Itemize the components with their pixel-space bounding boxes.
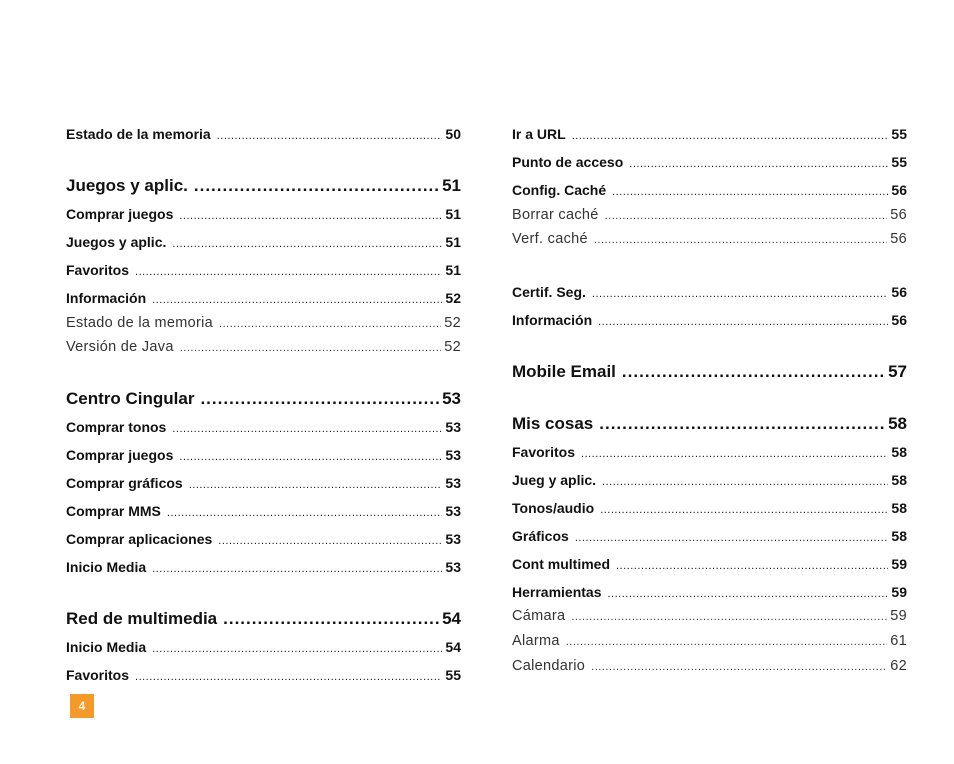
toc-entry-page: 58 [891, 444, 907, 460]
toc-entry[interactable] [66, 503, 461, 519]
toc-entry-label: Cámara [512, 608, 566, 624]
toc-entry-page: 58 [888, 414, 907, 433]
dot-leader [152, 563, 442, 575]
toc-entry-label: Borrar caché [512, 207, 599, 223]
toc-entry-label: Juegos y aplic. [66, 234, 167, 250]
toc-entry[interactable] [512, 658, 907, 674]
dot-leader [608, 588, 889, 600]
dot-leader [219, 318, 441, 330]
toc-entry-page: 58 [891, 528, 907, 544]
page-number-badge: 4 [70, 694, 94, 718]
toc-entry-page: 50 [445, 126, 461, 142]
toc-entry[interactable] [512, 444, 907, 460]
dot-leader [572, 130, 889, 142]
toc-entry-label: Tonos/audio [512, 500, 595, 516]
toc-entry-label: Favoritos [66, 667, 130, 683]
dot-leader [629, 158, 888, 170]
toc-entry-label: Comprar MMS [66, 503, 161, 519]
dot-leader [200, 389, 439, 409]
toc-entry[interactable] [512, 556, 907, 572]
toc-entry-label: Verf. caché [512, 231, 588, 247]
toc-entry-page: 55 [445, 667, 461, 683]
dot-leader [218, 535, 442, 547]
toc-entry-label: Información [66, 290, 147, 306]
dot-leader [179, 210, 442, 222]
dot-leader [575, 532, 889, 544]
toc-entry-page: 61 [890, 633, 907, 649]
toc-entry-label: Inicio Media [66, 559, 147, 575]
dot-leader [598, 316, 888, 328]
toc-entry[interactable] [512, 207, 907, 223]
toc-entry-label: Herramientas [512, 584, 602, 600]
toc-entry[interactable] [512, 584, 907, 600]
toc-entry[interactable] [66, 447, 461, 463]
toc-entry[interactable] [66, 419, 461, 435]
dot-leader [135, 671, 442, 683]
toc-entry-label: Punto de acceso [512, 154, 624, 170]
toc-entry-label: Config. Caché [512, 182, 607, 198]
toc-entry-page: 62 [890, 658, 907, 674]
toc-entry[interactable] [512, 231, 907, 247]
dot-leader [605, 210, 888, 222]
toc-entry-page: 52 [444, 315, 461, 331]
toc-entry-page: 58 [891, 500, 907, 516]
toc-entry-label: Mis cosas [512, 414, 594, 433]
toc-entry[interactable] [512, 414, 907, 434]
toc-entry-page: 59 [890, 608, 907, 624]
dot-leader [152, 294, 442, 306]
toc-entry[interactable] [66, 315, 461, 331]
dot-leader [594, 234, 887, 246]
dot-leader [622, 362, 885, 382]
dot-leader [602, 476, 888, 488]
dot-leader [172, 423, 442, 435]
dot-leader [135, 266, 442, 278]
toc-entry-page: 53 [445, 475, 461, 491]
toc-entry[interactable] [512, 284, 907, 300]
toc-entry[interactable] [66, 234, 461, 250]
toc-entry-label: Versión de Java [66, 339, 174, 355]
toc-entry[interactable] [66, 206, 461, 222]
toc-entry[interactable] [512, 500, 907, 516]
toc-entry-page: 53 [442, 389, 461, 408]
dot-leader [566, 636, 888, 648]
toc-entry[interactable] [512, 312, 907, 328]
toc-entry-page: 54 [445, 639, 461, 655]
toc-entry[interactable] [66, 290, 461, 306]
toc-entry-label: Red de multimedia [66, 609, 218, 628]
toc-entry[interactable] [66, 475, 461, 491]
toc-entry-label: Comprar gráficos [66, 475, 183, 491]
toc-entry-label: Comprar juegos [66, 447, 174, 463]
toc-entry-page: 56 [891, 312, 907, 328]
dot-leader [599, 414, 885, 434]
toc-entry-label: Centro Cingular [66, 389, 195, 408]
toc-entry-label: Inicio Media [66, 639, 147, 655]
toc-entry-page: 51 [445, 234, 461, 250]
toc-entry[interactable] [66, 667, 461, 683]
toc-entry-label: Comprar aplicaciones [66, 531, 213, 547]
toc-entry[interactable] [66, 262, 461, 278]
toc-entry-page: 59 [891, 556, 907, 572]
toc-entry[interactable] [512, 182, 907, 198]
toc-entry-page: 53 [445, 559, 461, 575]
dot-leader [592, 288, 889, 300]
toc-entry[interactable] [66, 609, 461, 629]
toc-entry-page: 51 [442, 176, 461, 195]
dot-leader [152, 643, 442, 655]
toc-entry-label: Mobile Email [512, 362, 616, 381]
dot-leader [179, 451, 442, 463]
toc-entry[interactable] [66, 639, 461, 655]
toc-entry-page: 54 [442, 609, 461, 628]
dot-leader [167, 507, 443, 519]
dot-leader [189, 479, 443, 491]
toc-entry[interactable] [512, 126, 907, 142]
toc-entry[interactable] [512, 528, 907, 544]
dot-leader [616, 560, 888, 572]
toc-entry[interactable] [66, 176, 461, 196]
toc-entry-page: 51 [445, 206, 461, 222]
toc-entry-page: 56 [891, 284, 907, 300]
dot-leader [581, 448, 888, 460]
toc-entry-label: Estado de la memoria [66, 126, 211, 142]
toc-entry-page: 59 [891, 584, 907, 600]
toc-entry-page: 56 [891, 182, 907, 198]
toc-entry-label: Comprar juegos [66, 206, 174, 222]
dot-leader [180, 342, 442, 354]
toc-entry[interactable] [512, 608, 907, 624]
toc-entry-page: 53 [445, 531, 461, 547]
toc-entry-page: 53 [445, 447, 461, 463]
dot-leader [223, 609, 439, 629]
toc-entry-label: Cont multimed [512, 556, 610, 572]
toc-entry-page: 52 [444, 339, 461, 355]
dot-leader [217, 130, 443, 142]
toc-entry-page: 55 [891, 126, 907, 142]
toc-entry-label: Ir a URL [512, 126, 566, 142]
toc-entry[interactable] [66, 339, 461, 355]
toc-entry-label: Certif. Seg. [512, 284, 586, 300]
toc-entry-page: 57 [888, 362, 907, 381]
toc-entry[interactable] [512, 472, 907, 488]
toc-entry[interactable] [512, 362, 907, 382]
toc-entry-label: Juegos y aplic. [66, 176, 188, 195]
dot-leader [600, 504, 888, 516]
toc-entry[interactable] [66, 559, 461, 575]
toc-entry-label: Gráficos [512, 528, 569, 544]
toc-entry-label: Comprar tonos [66, 419, 167, 435]
toc-entry-page: 51 [445, 262, 461, 278]
toc-entry-page: 52 [445, 290, 461, 306]
toc-entry-page: 53 [445, 419, 461, 435]
toc-entry-label: Estado de la memoria [66, 315, 214, 331]
dot-leader [591, 661, 887, 673]
toc-entry-label: Alarma [512, 633, 560, 649]
toc-entry-label: Jueg y aplic. [512, 472, 597, 488]
dot-leader [571, 611, 887, 623]
toc-entry-page: 56 [890, 207, 907, 223]
toc-entry-label: Favoritos [66, 262, 130, 278]
toc-entry-page: 53 [445, 503, 461, 519]
toc-entry-page: 58 [891, 472, 907, 488]
toc-entry-page: 56 [890, 231, 907, 247]
toc-entry[interactable] [66, 389, 461, 409]
dot-leader [612, 186, 888, 198]
toc-entry-label: Favoritos [512, 444, 576, 460]
toc-entry-page: 55 [891, 154, 907, 170]
toc-entry[interactable] [66, 126, 461, 142]
toc-entry[interactable] [512, 154, 907, 170]
dot-leader [172, 238, 442, 250]
toc-entry-label: Calendario [512, 658, 586, 674]
dot-leader [194, 176, 439, 196]
toc-entry[interactable] [512, 633, 907, 649]
toc-entry-label: Información [512, 312, 593, 328]
toc-entry[interactable] [66, 531, 461, 547]
